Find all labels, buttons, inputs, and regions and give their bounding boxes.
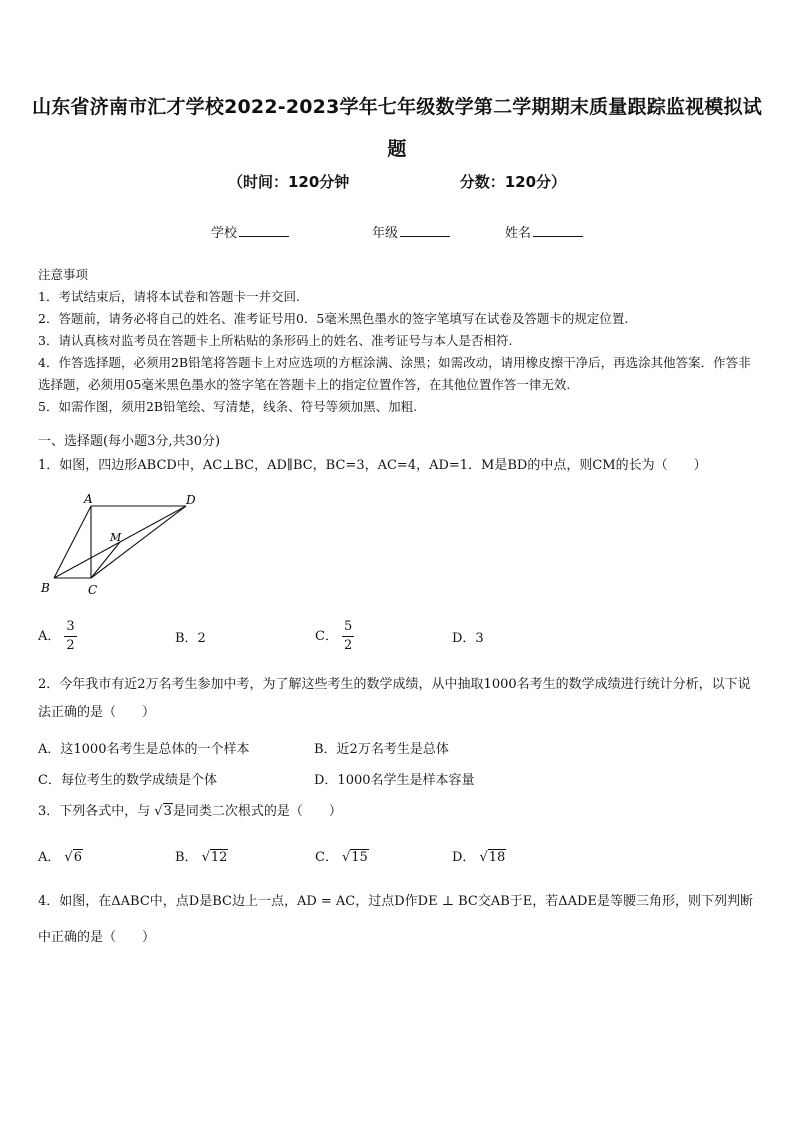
question-2-text: 2．今年我市有近2万名考生参加中考，为了解这些考生的数学成绩，从中抽取1000名考生的数学成绩进行统计分析，以下说法正确的是（ ） bbox=[38, 677, 751, 720]
notes-heading: 注意事项 bbox=[38, 267, 89, 282]
note-item: 5．如需作图，须用2B铅笔绘、写清楚，线条、符号等须加黑、加粗. bbox=[38, 399, 418, 414]
total-score: 分数：120分） bbox=[459, 173, 567, 191]
option-a[interactable]: A． $\frac{3}{2}$ bbox=[38, 619, 75, 653]
note-item: 1．考试结束后，请将本试卷和答题卡一并交回. bbox=[38, 289, 300, 304]
label-M: M bbox=[110, 531, 122, 544]
notes-section bbox=[38, 264, 756, 418]
question-1 bbox=[38, 452, 758, 480]
option-b[interactable]: B．近2万名考生是总体 bbox=[314, 742, 449, 757]
quadrilateral-figure bbox=[36, 490, 206, 600]
option-c[interactable]: C．每位考生的数学成绩是个体 bbox=[38, 773, 217, 788]
option-a[interactable]: A． √6 bbox=[38, 850, 82, 865]
label-C: C bbox=[88, 583, 98, 597]
option-d[interactable]: D． √18 bbox=[452, 850, 506, 865]
question-1-text: 1．如图，四边形ABCD中，AC⊥BC，AD∥BC，BC=3，AC=4，AD=1．M是BD的中点，则CM的长为（ ） bbox=[38, 458, 707, 473]
option-c[interactable]: C． $\frac{5}{2}$ bbox=[315, 619, 353, 653]
section-heading: 一、选择题(每小题3分,共30分) bbox=[38, 434, 221, 449]
exam-title: 山东省济南市汇才学校2022-2023学年七年级数学第二学期期末质量跟踪监视模拟试题 bbox=[32, 96, 762, 160]
option-d[interactable]: D．3 bbox=[452, 631, 484, 646]
option-b[interactable]: B．2 bbox=[175, 631, 206, 646]
label-D: D bbox=[186, 493, 196, 507]
question-2 bbox=[38, 671, 758, 727]
note-item: 3．请认真核对监考员在答题卡上所粘贴的条形码上的姓名、准考证号与本人是否相符. bbox=[38, 333, 513, 348]
option-b[interactable]: B． √12 bbox=[175, 850, 228, 865]
note-item: 2．答题前，请务必将自己的姓名、准考证号用0．5毫米黑色墨水的签字笔填写在试卷及答题卡的规定位置. bbox=[38, 311, 629, 326]
option-d[interactable]: D．1000名学生是样本容量 bbox=[314, 773, 475, 788]
option-c[interactable]: C． √15 bbox=[315, 850, 368, 865]
time-limit: （时间：120分钟 bbox=[227, 173, 350, 191]
grade-field[interactable]: 年级 bbox=[372, 222, 450, 241]
note-item: 4．作答选择题，必须用2B铅笔将答题卡上对应选项的方框涂满、涂黑；如需改动，请用橡皮擦干净后，再选涂其他答案．作答非选择题，必须用05毫米黑色墨水的签字笔在答题卡上的指定位置作答，在其他位置作答一律无效. bbox=[38, 355, 751, 392]
fraction: $\frac{3}{2}$ bbox=[66, 619, 75, 653]
label-B: B bbox=[41, 581, 50, 595]
question-3-text: 3．下列各式中，与 √3是同类二次根式的是（ ） bbox=[38, 798, 758, 826]
name-field[interactable]: 姓名 bbox=[505, 222, 583, 241]
sqrt-symbol: √3 bbox=[154, 804, 172, 819]
question-4 bbox=[38, 884, 758, 956]
fraction: $\frac{5}{2}$ bbox=[343, 619, 353, 653]
label-A: A bbox=[84, 492, 93, 506]
question-4-text: 4．如图，在ΔABC中，点D是BC边上一点，AD = AC，过点D作DE ⊥ BC交AB于E，若ΔADE是等腰三角形，则下列判断中正确的是（ ） bbox=[38, 894, 753, 945]
option-a[interactable]: A．这1000名考生是总体的一个样本 bbox=[38, 742, 250, 757]
school-field[interactable]: 学校 bbox=[211, 222, 289, 241]
exam-info bbox=[0, 171, 794, 192]
question-3 bbox=[38, 798, 758, 826]
